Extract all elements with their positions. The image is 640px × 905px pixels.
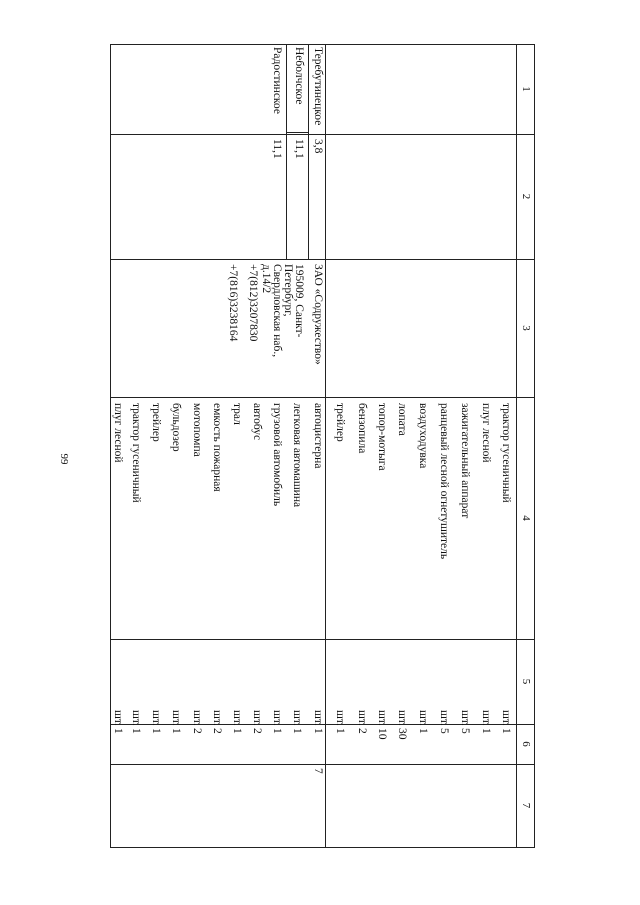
column-header: 3 [520,325,532,331]
item-quantity: 1 [291,728,303,734]
item-unit: шт. [334,710,346,726]
item-quantity: 10 [376,728,388,740]
table-line [110,259,535,260]
item-name: зажигательный аппарат [459,403,471,519]
item-quantity: 1 [417,728,429,734]
page-number: 99 [58,453,70,465]
column-header: 1 [520,86,532,92]
column-header: 7 [520,802,532,809]
district-name: Неболчское [293,47,305,105]
item-name: трейлер [150,403,162,442]
table-line [534,44,535,848]
item-quantity: 5 [459,728,471,734]
table-line [308,44,309,259]
item-unit: шт. [271,710,283,726]
item-name: мотопомпа [191,403,203,457]
equipment-table [110,44,535,848]
table-line [110,44,535,45]
item-name: плуг лесной [480,403,492,463]
district-distance: 11,1 [293,139,305,159]
item-unit: шт. [150,710,162,726]
item-unit: шт. [291,710,303,726]
item-name: бульдозер [170,403,182,452]
item-unit: шт. [130,710,142,726]
item-quantity: 1 [112,728,124,734]
district-name: Радостинское [271,47,283,114]
item-unit: шт. [376,710,388,726]
item-quantity: 2 [356,728,368,734]
organization-address: Петербург, [282,264,294,317]
item-unit: шт. [231,710,243,726]
item-quantity: 2 [191,728,203,734]
item-quantity: 1 [334,728,346,734]
item-name: легковая автомашина [291,403,303,508]
item-unit: шт. [480,710,492,726]
item-name: грузовой автомобиль [271,403,283,507]
item-unit: шт. [459,710,471,726]
item-quantity: 1 [170,728,182,734]
item-quantity: 30 [396,728,408,740]
table-line [110,134,535,135]
column-header: 5 [520,678,532,685]
item-name: емкость пожарная [211,403,223,492]
item-name: трейлер [334,403,346,442]
organization-name: ЗАО «Содружество» [312,264,324,365]
item-quantity: 1 [312,728,324,734]
item-quantity: 1 [231,728,243,734]
district-distance: 11,1 [271,139,283,159]
table-line [325,44,326,848]
table-line [286,44,287,259]
item-name: ранцевый лесной огнетушитель [438,403,450,560]
item-name: плуг лесной [112,403,124,463]
item-quantity: 1 [480,728,492,734]
district-distance: 3,8 [312,139,324,154]
item-unit: шт. [500,710,512,726]
item-quantity: 1 [500,728,512,734]
item-name: бензопила [356,403,368,454]
item-name: воздуходувка [417,403,429,469]
item-name: трал [231,403,243,425]
item-quantity: 2 [211,728,223,734]
item-unit: шт. [356,710,368,726]
organization-phone: +7(812)3207830 [247,264,259,342]
column-header: 4 [520,515,532,521]
organization-address: 195009, Санкт- [293,264,305,338]
item-unit: шт. [211,710,223,726]
item-quantity: 2 [251,728,263,734]
table-line [110,847,535,848]
item-quantity: 1 [130,728,142,734]
item-unit: шт. [396,710,408,726]
item-unit: шт. [251,710,263,726]
table-line [287,132,309,133]
item-quantity: 5 [438,728,450,734]
item-unit: шт. [438,710,450,726]
column7-value: 7 [312,768,324,774]
column-header: 6 [520,741,532,747]
item-name: трактор гусеничный [130,403,142,503]
item-quantity: 1 [271,728,283,734]
item-name: топор-мотыга [376,403,388,471]
table-line [110,639,535,640]
column-header: 2 [520,193,532,200]
organization-address: Свердловская наб., [271,264,283,358]
organization-phone: +7(816)3238164 [227,264,239,342]
item-unit: шт. [170,710,182,726]
item-unit: шт. [191,710,203,726]
table-line [110,764,535,765]
item-name: автобус [251,403,263,441]
item-unit: шт. [312,710,324,726]
item-name: лопата [396,403,408,436]
item-unit: шт. [417,710,429,726]
table-line [110,397,535,398]
item-name: автоцистерна [312,403,324,469]
item-quantity: 1 [150,728,162,734]
table-line [516,44,517,848]
organization-address: д.14/2 [260,264,272,294]
item-name: трактор гусеничный [500,403,512,503]
item-unit: шт. [112,710,124,726]
district-name: Теребутинецкое [312,47,324,126]
